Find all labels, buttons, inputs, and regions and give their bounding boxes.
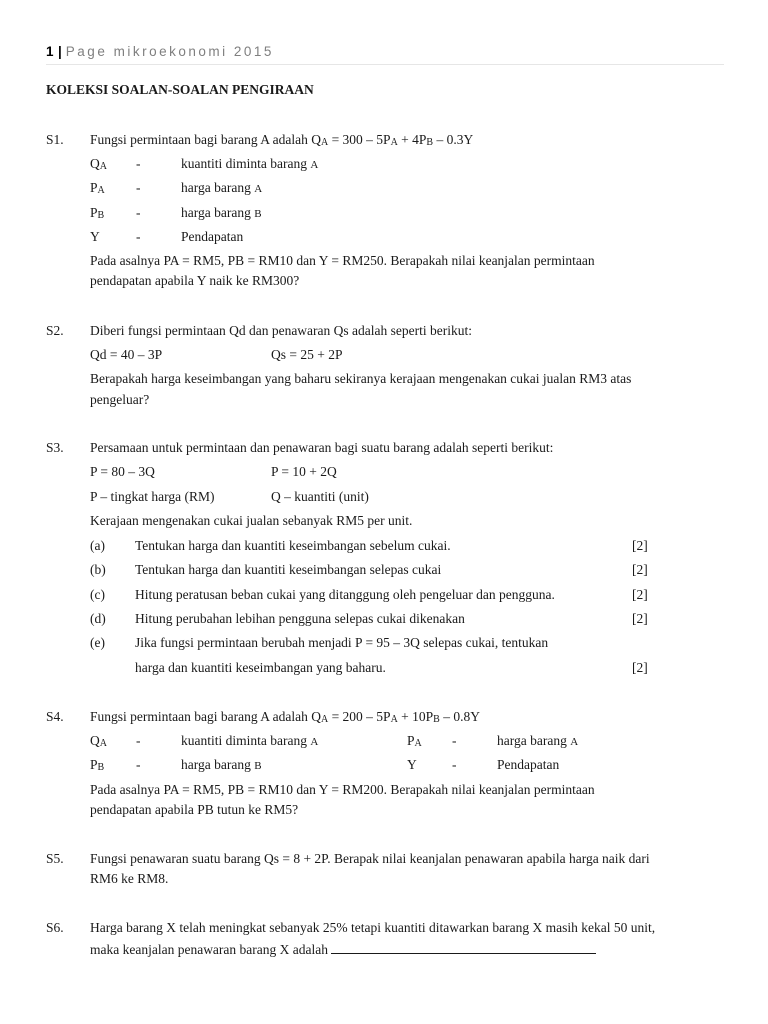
s4-stem: Fungsi permintaan bagi barang A adalah $Q_A = 200 - 5P_A + 10P_B - 0.8Y$: [90, 709, 480, 725]
s3-part-text: Tentukan harga dan kuantiti keseimbangan sebelum cukai.: [135, 538, 451, 553]
s3-part-mark: [2]: [632, 611, 648, 626]
s3-part-label: (b): [90, 562, 106, 577]
s3-part-mark: [2]: [632, 538, 648, 553]
s3-def-price: P – tingkat harga (RM): [90, 489, 215, 504]
s3-part-label: (d): [90, 611, 106, 626]
s2-supply-eq: Qs = 25 + 2P: [271, 347, 343, 362]
s2-paragraph-line: pengeluar?: [90, 392, 150, 407]
s1-def-dash: -: [136, 205, 141, 220]
question-label-s4: S4.: [46, 709, 64, 724]
answer-blank[interactable]: [331, 941, 596, 954]
s1-def-sym: $P_B$: [90, 205, 105, 221]
s3-part-label: (a): [90, 538, 105, 553]
s6-paragraph-line: maka keanjalan penawaran barang X adalah: [90, 941, 596, 958]
s4-def-dash: -: [136, 733, 141, 748]
s4-def-sym: $P_B$: [90, 757, 105, 773]
s4-paragraph-line: Pada asalnya PA = RM5, PB = RM10 dan Y = RM200. Berapakah nilai keanjalan permintaan: [90, 782, 595, 797]
question-label-s3: S3.: [46, 440, 64, 455]
s4-def-desc: Pendapatan: [497, 757, 560, 772]
s3-supply-eq: P = 10 + 2Q: [271, 464, 337, 479]
s4-def-desc: harga barang B: [181, 757, 262, 772]
s4-def-dash: -: [136, 757, 141, 772]
s3-part-label: (e): [90, 635, 105, 650]
s3-demand-eq: P = 80 – 3Q: [90, 464, 155, 479]
header-text: Page mikroekonomi 2015: [65, 44, 274, 59]
page-header: [46, 44, 724, 59]
s4-def-dash: -: [452, 733, 457, 748]
s4-def-dash: -: [452, 757, 457, 772]
question-label-s1: S1.: [46, 132, 64, 147]
s2-stem: Diberi fungsi permintaan Qd dan penawaran Qs adalah seperti berikut:: [90, 323, 472, 338]
header-rule: [46, 64, 724, 65]
header-separator: |: [58, 44, 62, 59]
s2-demand-eq: Qd = 40 – 3P: [90, 347, 163, 362]
s1-def-sym: $P_A$: [90, 180, 105, 196]
s1-def-desc: kuantiti diminta barang A: [181, 156, 319, 171]
s1-def-dash: -: [136, 180, 141, 195]
question-label-s6: S6.: [46, 920, 64, 935]
s3-part-text: Jika fungsi permintaan berubah menjadi P = 95 – 3Q selepas cukai, tentukan: [135, 635, 549, 650]
s3-def-quantity: Q – kuantiti (unit): [271, 489, 369, 504]
s1-def-dash: -: [136, 229, 141, 244]
s4-def-desc: harga barang A: [497, 733, 579, 748]
s1-def-sym: $Q_A$: [90, 156, 107, 172]
s5-paragraph-line: RM6 ke RM8.: [90, 871, 169, 886]
s1-paragraph-line: Pada asalnya PA = RM5, PB = RM10 dan Y = RM250. Berapakah nilai keanjalan permintaan: [90, 253, 595, 268]
s6-paragraph-line: Harga barang X telah meningkat sebanyak 25% tetapi kuantiti ditawarkan barang X masih kekal 50 unit,: [90, 920, 656, 935]
s4-def-sym: $Q_A$: [90, 733, 107, 749]
s1-def-desc: harga barang A: [181, 180, 263, 195]
page-title: KOLEKSI SOALAN-SOALAN PENGIRAAN: [46, 82, 314, 97]
s3-tax-statement: Kerajaan mengenakan cukai jualan sebanyak RM5 per unit.: [90, 513, 413, 528]
s5-paragraph-line: Fungsi penawaran suatu barang Qs = 8 + 2P. Berapak nilai keanjalan penawaran apabila harga naik dari: [90, 851, 650, 866]
s4-def-desc: kuantiti diminta barang A: [181, 733, 319, 748]
s1-def-sym: Y: [90, 229, 100, 244]
s3-part-mark: [2]: [632, 587, 648, 602]
s4-def-sym: Y: [407, 757, 417, 772]
s3-part-text: Hitung perubahan lebihan pengguna selepas cukai dikenakan: [135, 611, 465, 626]
s4-def-sym: $P_A$: [407, 733, 422, 749]
s3-part-text: Hitung peratusan beban cukai yang ditanggung oleh pengeluar dan pengguna.: [135, 587, 555, 602]
s2-paragraph-line: Berapakah harga keseimbangan yang baharu sekiranya kerajaan mengenakan cukai jualan RM3 atas: [90, 371, 632, 386]
s3-part-text: Tentukan harga dan kuantiti keseimbangan selepas cukai: [135, 562, 442, 577]
s3-part-mark: [2]: [632, 562, 648, 577]
s3-stem: Persamaan untuk permintaan dan penawaran bagi suatu barang adalah seperti berikut:: [90, 440, 554, 455]
s1-def-dash: -: [136, 156, 141, 171]
s3-part-e-mark: [2]: [632, 660, 648, 675]
s3-part-e-continuation: harga dan kuantiti keseimbangan yang baharu.: [135, 660, 386, 675]
s4-paragraph-line: pendapatan apabila PB tutun ke RM5?: [90, 802, 299, 817]
s1-def-desc: harga barang B: [181, 205, 262, 220]
question-label-s2: S2.: [46, 323, 64, 338]
s1-def-desc: Pendapatan: [181, 229, 244, 244]
question-label-s5: S5.: [46, 851, 64, 866]
s3-part-label: (c): [90, 587, 105, 602]
s1-stem: Fungsi permintaan bagi barang A adalah $Q_A = 300 - 5P_A + 4P_B - 0.3Y$: [90, 132, 474, 148]
s1-paragraph-line: pendapatan apabila Y naik ke RM300?: [90, 273, 300, 288]
page-number: 1: [46, 44, 57, 59]
